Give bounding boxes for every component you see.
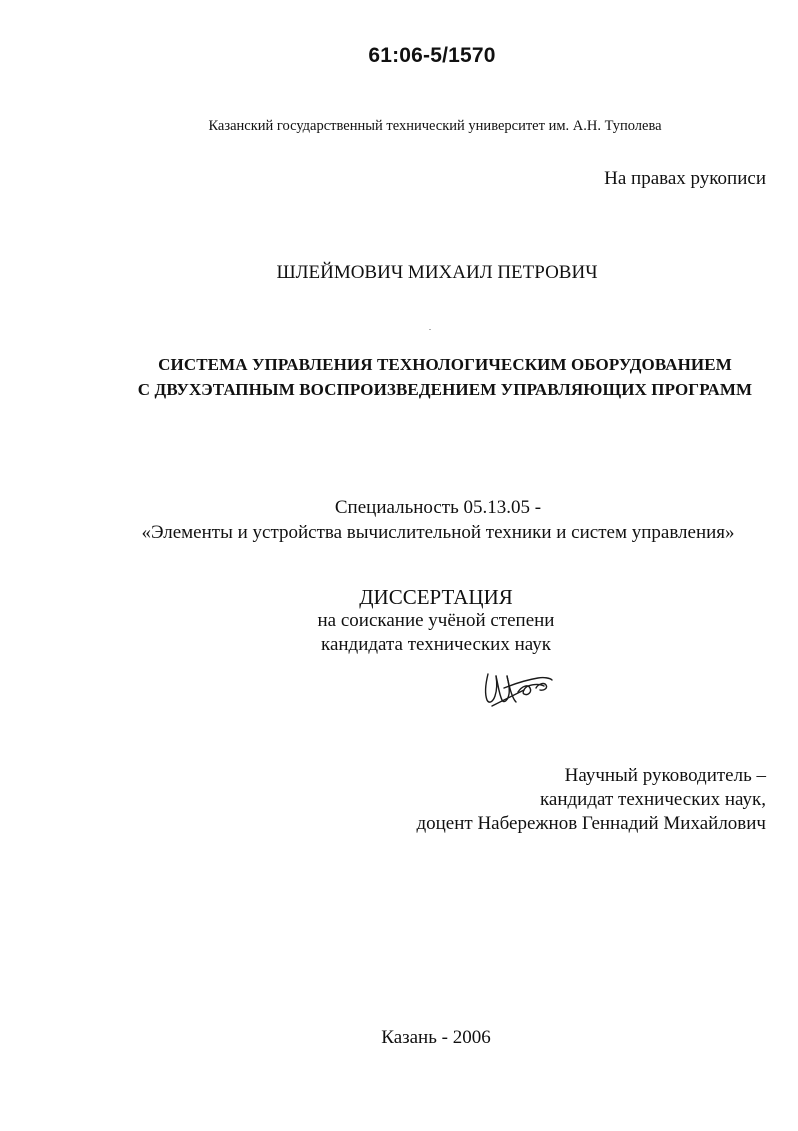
specialty-name: «Элементы и устройства вычислительной техники и систем управления» [141, 522, 735, 543]
specialty-code: Специальность 05.13.05 - [334, 497, 542, 518]
degree-line-2: кандидата технических наук [321, 634, 551, 655]
advisor-degree: кандидат технических наук, [539, 789, 766, 810]
advisor-role: Научный руководитель – [564, 765, 766, 786]
thesis-title-line-2: С ДВУХЭТАПНЫМ ВОСПРОИЗВЕДЕНИЕМ УПРАВЛЯЮЩИХ ПРОГРАММ [137, 380, 753, 399]
city-year: Казань - 2006 [381, 1027, 491, 1048]
degree-line-1: на соискание учёной степени [317, 610, 555, 631]
rights-note: На правах рукописи [604, 168, 766, 189]
scan-speck [429, 329, 431, 330]
university-name: Казанский государственный технический университет им. А.Н. Туполева [208, 118, 662, 134]
dissertation-heading: ДИССЕРТАЦИЯ [359, 585, 513, 609]
author-name: ШЛЕЙМОВИЧ МИХАИЛ ПЕТРОВИЧ [276, 262, 598, 283]
advisor-name: доцент Набережнов Геннадий Михайлович [416, 813, 766, 834]
thesis-title-line-1: СИСТЕМА УПРАВЛЕНИЯ ТЕХНОЛОГИЧЕСКИМ ОБОРУДОВАНИЕМ [158, 355, 732, 374]
handwritten-signature [478, 662, 556, 708]
registration-code: 61:06-5/1570 [368, 44, 496, 67]
